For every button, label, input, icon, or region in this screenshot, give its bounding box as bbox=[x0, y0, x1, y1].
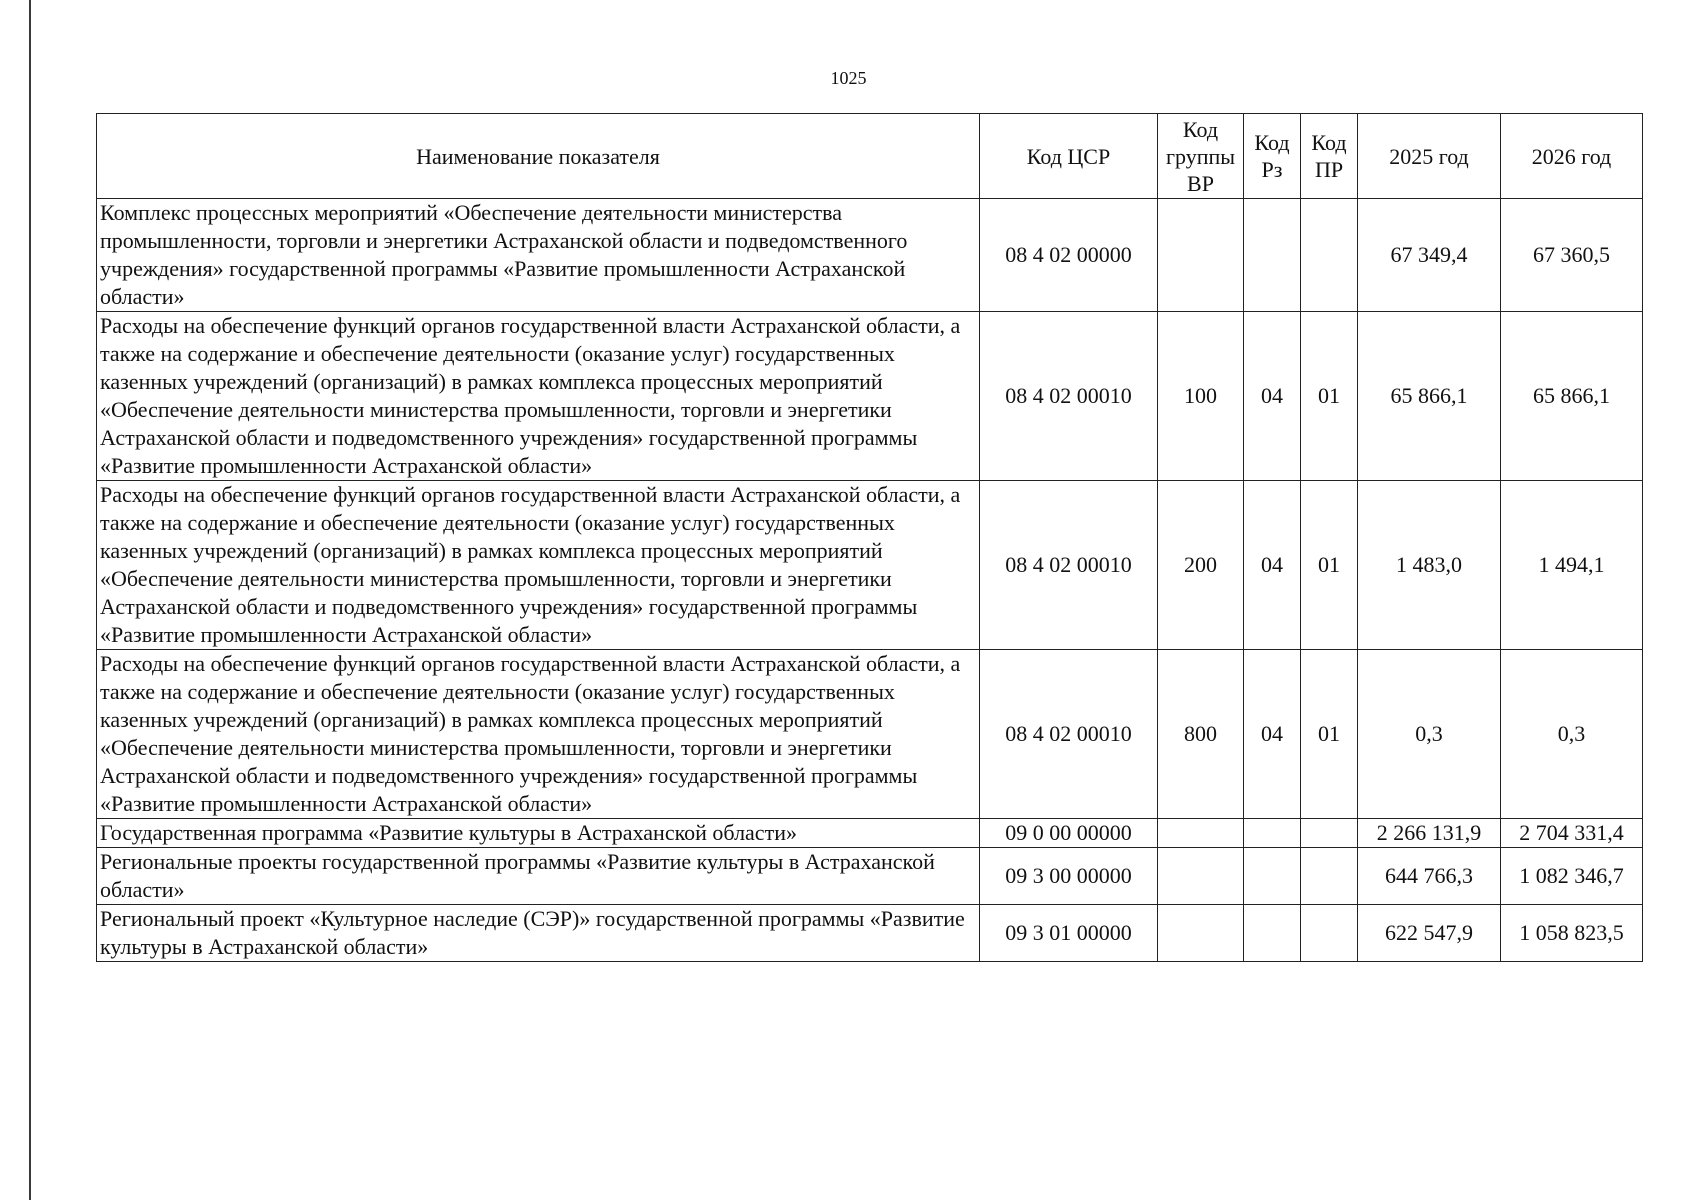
row-csr-code: 09 3 00 00000 bbox=[980, 848, 1158, 905]
row-csr-code: 08 4 02 00010 bbox=[980, 481, 1158, 650]
header-year-2025: 2025 год bbox=[1358, 114, 1501, 199]
row-amount-2025: 0,3 bbox=[1358, 650, 1501, 819]
table-row bbox=[97, 819, 1643, 848]
header-csr-code: Код ЦСР bbox=[980, 114, 1158, 199]
row-rz-code: 04 bbox=[1244, 481, 1301, 650]
table-row bbox=[97, 481, 1643, 650]
row-rz-code bbox=[1244, 905, 1301, 962]
table-row bbox=[97, 199, 1643, 312]
row-csr-code: 08 4 02 00010 bbox=[980, 312, 1158, 481]
row-amount-2026: 0,3 bbox=[1501, 650, 1643, 819]
row-csr-code: 09 0 00 00000 bbox=[980, 819, 1158, 848]
budget-table bbox=[96, 113, 1643, 962]
row-pr-code: 01 bbox=[1301, 650, 1358, 819]
row-vr-code: 100 bbox=[1158, 312, 1244, 481]
row-name: Региональные проекты государственной программы «Развитие культуры в Астраханской области» bbox=[97, 848, 980, 905]
row-pr-code bbox=[1301, 905, 1358, 962]
row-amount-2025: 65 866,1 bbox=[1358, 312, 1501, 481]
header-year-2026: 2026 год bbox=[1501, 114, 1643, 199]
row-amount-2025: 644 766,3 bbox=[1358, 848, 1501, 905]
row-amount-2026: 2 704 331,4 bbox=[1501, 819, 1643, 848]
row-amount-2026: 1 082 346,7 bbox=[1501, 848, 1643, 905]
row-name: Государственная программа «Развитие культуры в Астраханской области» bbox=[97, 819, 980, 848]
table-row bbox=[97, 312, 1643, 481]
row-amount-2026: 1 494,1 bbox=[1501, 481, 1643, 650]
left-margin-rule bbox=[29, 0, 31, 1200]
row-rz-code: 04 bbox=[1244, 312, 1301, 481]
table-row bbox=[97, 650, 1643, 819]
row-vr-code bbox=[1158, 848, 1244, 905]
row-csr-code: 08 4 02 00010 bbox=[980, 650, 1158, 819]
row-rz-code bbox=[1244, 819, 1301, 848]
row-vr-code bbox=[1158, 905, 1244, 962]
row-vr-code: 200 bbox=[1158, 481, 1244, 650]
row-amount-2026: 65 866,1 bbox=[1501, 312, 1643, 481]
row-pr-code bbox=[1301, 819, 1358, 848]
row-pr-code: 01 bbox=[1301, 312, 1358, 481]
row-amount-2025: 622 547,9 bbox=[1358, 905, 1501, 962]
row-rz-code bbox=[1244, 848, 1301, 905]
row-name: Расходы на обеспечение функций органов государственной власти Астраханской области, а также на содержание и обеспечение деятельности (оказание услуг) государственных казенных учреждений (организаций) в рамках комплекса процессных мероприятий «Обеспечение деятельности министерства промышленности, торговли и энергетики Астраханской области и подведомственного учреждения» государственной программы «Развитие промышленности Астраханской области» bbox=[97, 312, 980, 481]
header-vr-group-code: Код группы ВР bbox=[1158, 114, 1244, 199]
row-rz-code: 04 bbox=[1244, 650, 1301, 819]
header-name: Наименование показателя bbox=[97, 114, 980, 199]
row-name: Расходы на обеспечение функций органов государственной власти Астраханской области, а также на содержание и обеспечение деятельности (оказание услуг) государственных казенных учреждений (организаций) в рамках комплекса процессных мероприятий «Обеспечение деятельности министерства промышленности, торговли и энергетики Астраханской области и подведомственного учреждения» государственной программы «Развитие промышленности Астраханской области» bbox=[97, 650, 980, 819]
row-amount-2025: 67 349,4 bbox=[1358, 199, 1501, 312]
row-pr-code bbox=[1301, 848, 1358, 905]
row-vr-code bbox=[1158, 819, 1244, 848]
row-csr-code: 09 3 01 00000 bbox=[980, 905, 1158, 962]
header-rz-code: Код Рз bbox=[1244, 114, 1301, 199]
table-row bbox=[97, 848, 1643, 905]
row-csr-code: 08 4 02 00000 bbox=[980, 199, 1158, 312]
header-pr-code: Код ПР bbox=[1301, 114, 1358, 199]
row-amount-2025: 2 266 131,9 bbox=[1358, 819, 1501, 848]
row-amount-2025: 1 483,0 bbox=[1358, 481, 1501, 650]
table-row bbox=[97, 905, 1643, 962]
row-amount-2026: 1 058 823,5 bbox=[1501, 905, 1643, 962]
page-number: 1025 bbox=[830, 68, 867, 88]
row-amount-2026: 67 360,5 bbox=[1501, 199, 1643, 312]
row-pr-code bbox=[1301, 199, 1358, 312]
row-vr-code: 800 bbox=[1158, 650, 1244, 819]
table-header-row bbox=[97, 114, 1643, 199]
row-pr-code: 01 bbox=[1301, 481, 1358, 650]
row-vr-code bbox=[1158, 199, 1244, 312]
row-name: Расходы на обеспечение функций органов государственной власти Астраханской области, а также на содержание и обеспечение деятельности (оказание услуг) государственных казенных учреждений (организаций) в рамках комплекса процессных мероприятий «Обеспечение деятельности министерства промышленности, торговли и энергетики Астраханской области и подведомственного учреждения» государственной программы «Развитие промышленности Астраханской области» bbox=[97, 481, 980, 650]
row-rz-code bbox=[1244, 199, 1301, 312]
row-name: Комплекс процессных мероприятий «Обеспечение деятельности министерства промышленности, торговли и энергетики Астраханской области и подведомственного учреждения» государственной программы «Развитие промышленности Астраханской области» bbox=[97, 199, 980, 312]
row-name: Региональный проект «Культурное наследие (СЭР)» государственной программы «Развитие культуры в Астраханской области» bbox=[97, 905, 980, 962]
